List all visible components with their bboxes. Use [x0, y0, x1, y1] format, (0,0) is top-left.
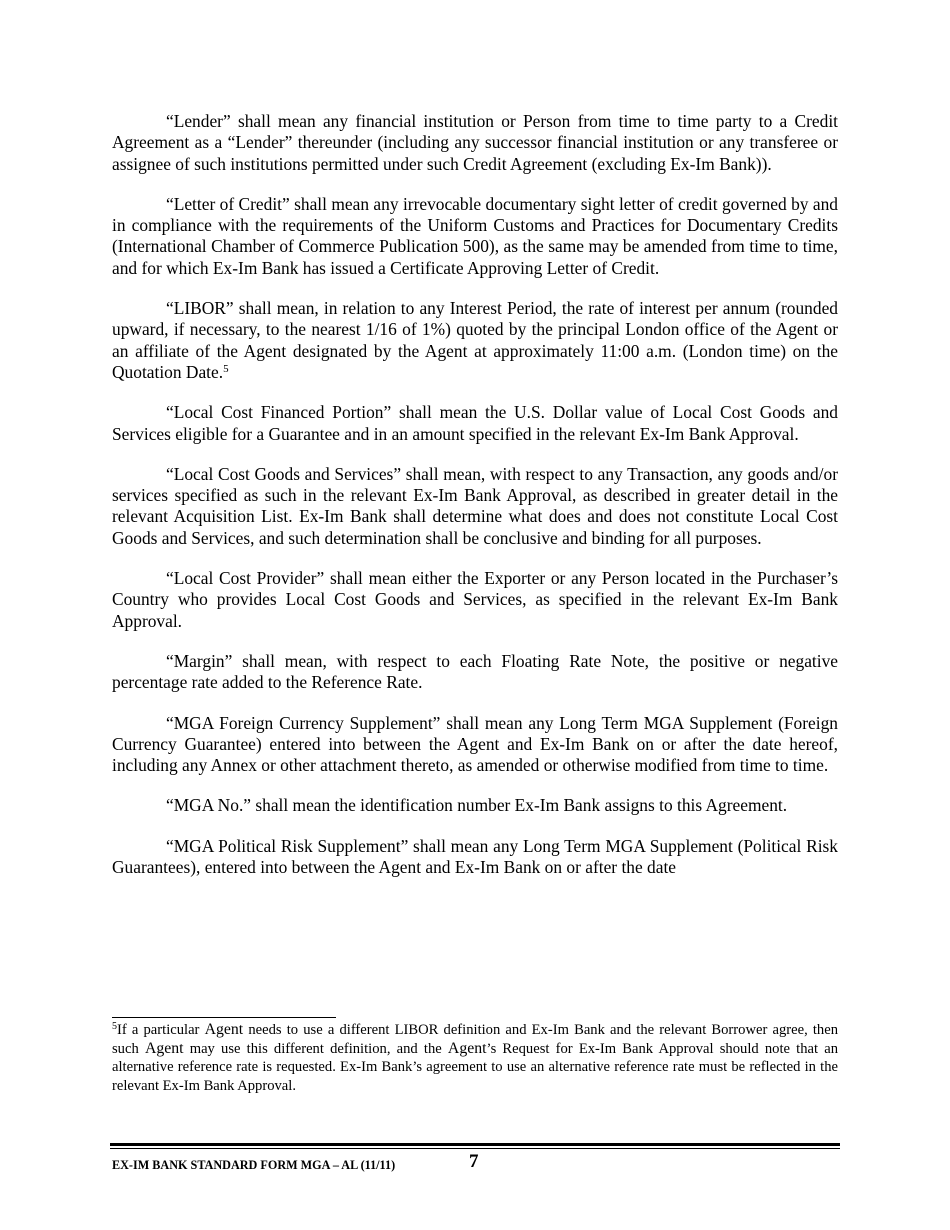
- definition-libor: [112, 298, 838, 383]
- footnote-agent-3: Agent: [447, 1039, 487, 1057]
- document-body: [112, 111, 838, 878]
- libor-text: “LIBOR” shall mean, in relation to any Interest Period, the rate of interest per annum (rounded upward, if necessary, to the nearest 1/16 of 1%) quoted by the principal London office of the Agent or an affiliate of the Agent designated by the Agent at approximately 11:00 a.m. (London time) on the Quotation Date.: [112, 298, 838, 382]
- footnote-text-1: If a particular: [117, 1022, 205, 1038]
- footnote-reference[interactable]: 5: [223, 362, 229, 375]
- footnote-separator: [112, 1017, 336, 1018]
- footnote-agent-1: Agent: [204, 1021, 244, 1038]
- definition-local-cost-financed-portion: “Local Cost Financed Portion” shall mean the U.S. Dollar value of Local Cost Goods and Services eligible for a Guarantee and in an amount specified in the relevant Ex-Im Bank Approval.: [112, 402, 838, 444]
- definition-local-cost-provider: “Local Cost Provider” shall mean either the Exporter or any Person located in the Purchaser’s Country who provides Local Cost Goods and Services, as specified in the relevant Ex-Im Bank Approval.: [112, 568, 838, 631]
- definition-lender: “Lender” shall mean any financial institution or Person from time to time party to a Credit Agreement as a “Lender” thereunder (including any successor financial institution or any transferee or assignee of such institutions permitted under such Credit Agreement (excluding Ex-Im Bank)).: [112, 111, 838, 174]
- definition-letter-of-credit: “Letter of Credit” shall mean any irrevocable documentary sight letter of credit governed by and in compliance with the requirements of the Uniform Customs and Practices for Documentary Credits (International Chamber of Commerce Publication 500), as the same may be amended from time to time, and for which Ex-Im Bank has issued a Certificate Approving Letter of Credit.: [112, 193, 838, 278]
- footnote-text-2: needs to use a different LIBOR definition and Ex-Im Bank and the relevant Borrower agree, then such: [112, 1022, 838, 1057]
- footnote: [112, 1021, 838, 1095]
- definition-margin: “Margin” shall mean, with respect to each Floating Rate Note, the positive or negative percentage rate added to the Reference Rate.: [112, 650, 838, 693]
- definition-mga-political-risk-supplement: “MGA Political Risk Supplement” shall mean any Long Term MGA Supplement (Political Risk Guarantees), entered into between the Agent and Ex-Im Bank on or after the date: [112, 835, 838, 878]
- footer-rule-thin: [110, 1148, 840, 1149]
- footer-rule-thick: [110, 1143, 840, 1146]
- definition-mga-no: “MGA No.” shall mean the identification number Ex-Im Bank assigns to this Agreement.: [166, 795, 788, 816]
- page-number: 7: [469, 1151, 479, 1172]
- definition-mga-foreign-currency-supplement: “MGA Foreign Currency Supplement” shall mean any Long Term MGA Supplement (Foreign Currency Guarantee) entered into between the Agent and Ex-Im Bank on or after the date hereof, including any Annex or other attachment thereto, as amended or otherwise modified from time to time.: [112, 712, 838, 776]
- footnote-text-3: may use this different definition, and the: [183, 1040, 448, 1057]
- footnote-agent-2: Agent: [144, 1039, 184, 1057]
- footnote-text-4: ’s Request for Ex-Im Bank Approval should note that an alternative reference rate is requested. Ex-Im Bank’s agreement to use an alternative reference rate must be reflected in the relevant Ex-Im Bank Approval.: [112, 1040, 838, 1094]
- definition-local-cost-goods-and-services: “Local Cost Goods and Services” shall mean, with respect to any Transaction, any goods and/or services specified as such in the relevant Ex-Im Bank Approval, as described in greater detail in the relevant Acquisition List. Ex-Im Bank shall determine what does and does not constitute Local Cost Goods and Services, and such determination shall be conclusive and binding for all purposes.: [112, 463, 838, 548]
- footnote-number: 5: [112, 1021, 117, 1032]
- footer-form-name: EX-IM BANK STANDARD FORM MGA – AL (11/11): [112, 1158, 396, 1172]
